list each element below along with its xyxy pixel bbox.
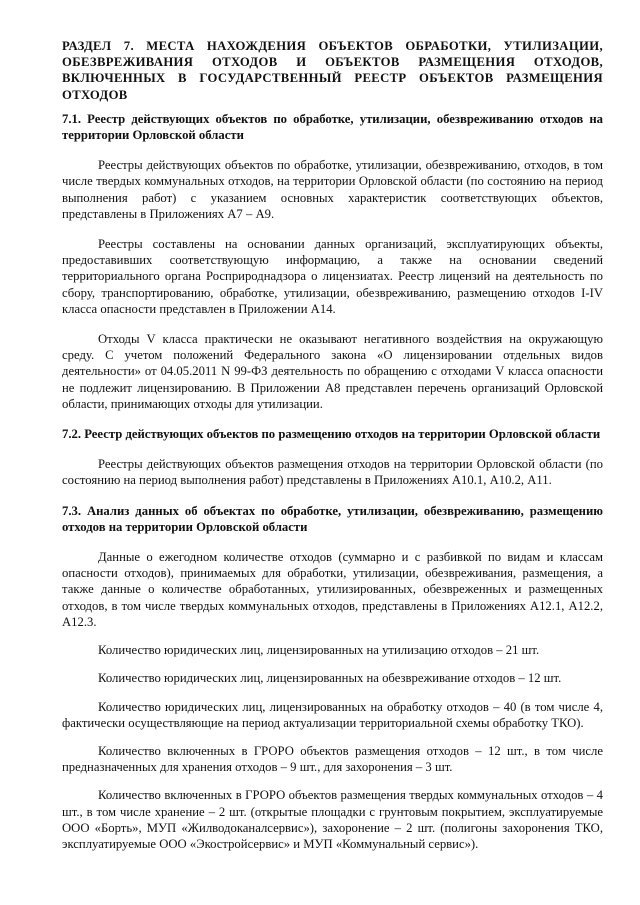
paragraph: Количество юридических лиц, лицензированных на обработку отходов – 40 (в том числе 4, фактически осуществляющие на период актуализации территориальной схемы обработку ТКО). <box>62 699 603 730</box>
paragraph: Отходы V класса практически не оказывают негативного воздействия на окружающую среду. С учетом положений Федерального закона «О лицензировании отдельных видов деятельности» от 04.05.2011 N 99-ФЗ деятельность по обращению с отходами V класса опасности не подлежит лицензированию. В Приложении А8 представлен перечень организаций Орловской области, принимающих отходы для утилизации. <box>62 332 603 411</box>
paragraph: Количество юридических лиц, лицензированных на утилизацию отходов – 21 шт. <box>98 643 540 658</box>
section-heading: 7.2. Реестр действующих объектов по размещению отходов на территории Орловской области <box>62 427 601 442</box>
section-7-2 <box>62 426 603 489</box>
paragraph: Количество включенных в ГРОРО объектов размещения твердых коммунальных отходов – 4 шт., в том числе хранение – 2 шт. (открытые площадки с грунтовым покрытием, эксплуатируемые ООО «Борть», МУП «Жилводоканалсервис»), захоронение – 2 шт. (полигоны захоронения ТКО, эксплуатируемые ООО «Экостройсервис» и МУП «Коммунальный сервис»). <box>62 788 603 851</box>
paragraph: Количество юридических лиц, лицензированных на обезвреживание отходов – 12 шт. <box>98 671 562 686</box>
section-heading: 7.1. Реестр действующих объектов по обработке, утилизации, обезвреживанию отходов на территории Орловской области <box>62 111 603 143</box>
section-7-1 <box>62 111 603 412</box>
paragraph: Реестры действующих объектов по обработке, утилизации, обезвреживанию, отходов, в том числе твердых коммунальных отходов, на территории Орловской области (по состоянию на период выполнения работ) с указанием основных характеристик соответствующих объектов, представлены в Приложениях А7 – А9. <box>62 158 603 221</box>
paragraph: Реестры составлены на основании данных организаций, эксплуатирующих объекты, предоставивших соответствующую информацию, а также на основании сведений территориального органа Росприроднадзора о лицензиатах. Реестр лицензий на деятельность по сбору, транспортированию, обработке, утилизации, обезвреживанию, размещению отходов I-IV класса опасности представлен в Приложении А14. <box>62 237 603 316</box>
document-page <box>62 38 603 864</box>
paragraph: Реестры действующих объектов размещения отходов на территории Орловской области (по состоянию на период выполнения работ) представлены в Приложениях А10.1, А10.2, А11. <box>62 457 603 488</box>
paragraph: Данные о ежегодном количестве отходов (суммарно и с разбивкой по видам и классам опасности отходов), принимаемых для обработки, утилизации, обезвреживания, размещения, а также данные о количестве обработанных, утилизированных, обезвреженных и размещенных отходов, в том числе твердых коммунальных отходов, представлены в Приложениях А12.1, А12.2, А12.3. <box>62 550 603 629</box>
paragraph: Количество включенных в ГРОРО объектов размещения отходов – 12 шт., в том числе предназначенных для хранения отходов – 9 шт., для захоронения – 3 шт. <box>62 743 603 775</box>
section-7-3 <box>62 503 603 852</box>
section-heading: 7.3. Анализ данных об объектах по обработке, утилизации, обезвреживанию, размещению отходов на территории Орловской области <box>62 503 603 534</box>
chapter-title: РАЗДЕЛ 7. МЕСТА НАХОЖДЕНИЯ ОБЪЕКТОВ ОБРАБОТКИ, УТИЛИЗАЦИИ, ОБЕЗВРЕЖИВАНИЯ ОТХОДОВ И ОБЪЕКТОВ РАЗМЕЩЕНИЯ ОТХОДОВ, ВКЛЮЧЕННЫХ В ГОСУДАРСТВЕННЫЙ РЕЕСТР ОБЪЕКТОВ РАЗМЕЩЕНИЯ ОТХОДОВ <box>62 39 603 102</box>
